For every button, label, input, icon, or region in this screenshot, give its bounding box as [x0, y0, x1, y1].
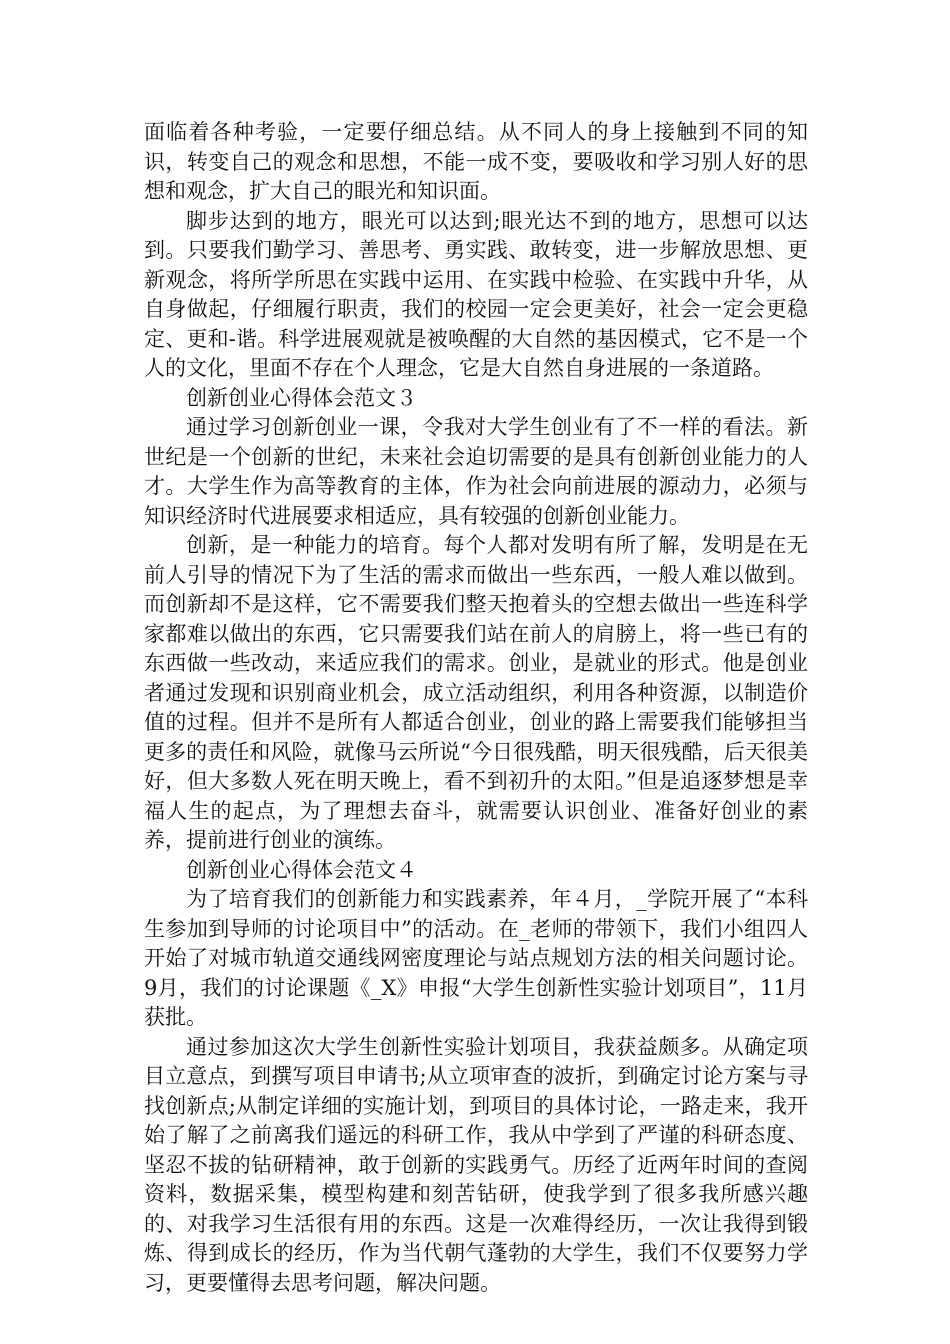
section-heading: 创新创业心得体会范文４	[186, 857, 417, 882]
paragraph: 通过学习创新创业一课，令我对大学生创业有了不一样的看法。新世纪是一个创新的世纪，未来社会迫切需要的是具有创新创业能力的人才。大学生作为高等教育的主体，作为社会向前进展的源动力，必须与知识经济时代进展要求相适应，具有较强的创新创业能力。	[144, 415, 808, 528]
paragraph: 创新，是一种能力的培育。每个人都对发明有所了解，发明是在无前人引导的情况下为了生活的需求而做出一些东西，一般人难以做到。而创新却不是这样，它不需要我们整天抱着头的空想去做出一些连科学家都难以做出的东西，它只需要我们站在前人的肩膀上，将一些已有的东西做一些改动，来适应我们的需求。创业，是就业的形式。他是创业者通过发现和识别商业机会，成立活动组织，利用各种资源，以制造价值的过程。但并不是所有人都适合创业，创业的路上需要我们能够担当更多的责任和风险，就像马云所说“今日很残酷，明天很残酷，后天很美好，但大多数人死在明天晚上，看不到初升的太阳。”但是追逐梦想是幸福人生的起点，为了理想去奋斗，就需要认识创业、准备好创业的素养，提前进行创业的演练。	[144, 533, 808, 852]
paragraph: 脚步达到的地方，眼光可以达到;眼光达不到的地方，思想可以达到。只要我们勤学习、善思考、勇实践、敢转变，进一步解放思想、更新观念，将所学所思在实践中运用、在实践中检验、在实践中升华，从自身做起，仔细履行职责，我们的校园一定会更美好，社会一定会更稳定、更和-谐。科学进展观就是被唤醒的大自然的基因模式，它不是一个人的文化，里面不存在个人理念，它是大自然自身进展的一条道路。	[144, 208, 808, 380]
paragraph: 通过参加这次大学生创新性实验计划项目，我获益颇多。从确定项目立意点，到撰写项目申请书;从立项审查的波折，到确定讨论方案与寻找创新点;从制定详细的实施计划，到项目的具体讨论，一路走来，我开始了解了之前离我们遥远的科研工作，我从中学到了严谨的科研态度、坚忍不拔的钻研精神，敢于创新的实践勇气。历经了近两年时间的查阅资料，数据采集，模型构建和刻苦钻研，使我学到了很多我所感兴趣的、对我学习生活很有用的东西。这是一次难得经历，一次让我得到锻炼、得到成长的经历，作为当代朝气蓬勃的大学生，我们不仅要努力学习，更要懂得去思考问题，解决问题。	[144, 1034, 808, 1295]
paragraph: 面临着各种考验，一定要仔细总结。从不同人的身上接触到不同的知识，转变自己的观念和思想，不能一成不变，要吸收和学习别人好的思想和观念，扩大自己的眼光和知识面。	[144, 120, 808, 203]
document-body	[144, 118, 808, 1298]
section-heading: 创新创业心得体会范文３	[186, 385, 417, 410]
paragraph: 为了培育我们的创新能力和实践素养，年４月，_学院开展了“本科生参加到导师的讨论项目中”的活动。在_老师的带领下，我们小组四人开始了对城市轨道交通线网密度理论与站点规划方法的相关问题讨论。9月，我们的讨论课题《_X》申报“大学生创新性实验计划项目”，11月获批。	[144, 887, 808, 1029]
